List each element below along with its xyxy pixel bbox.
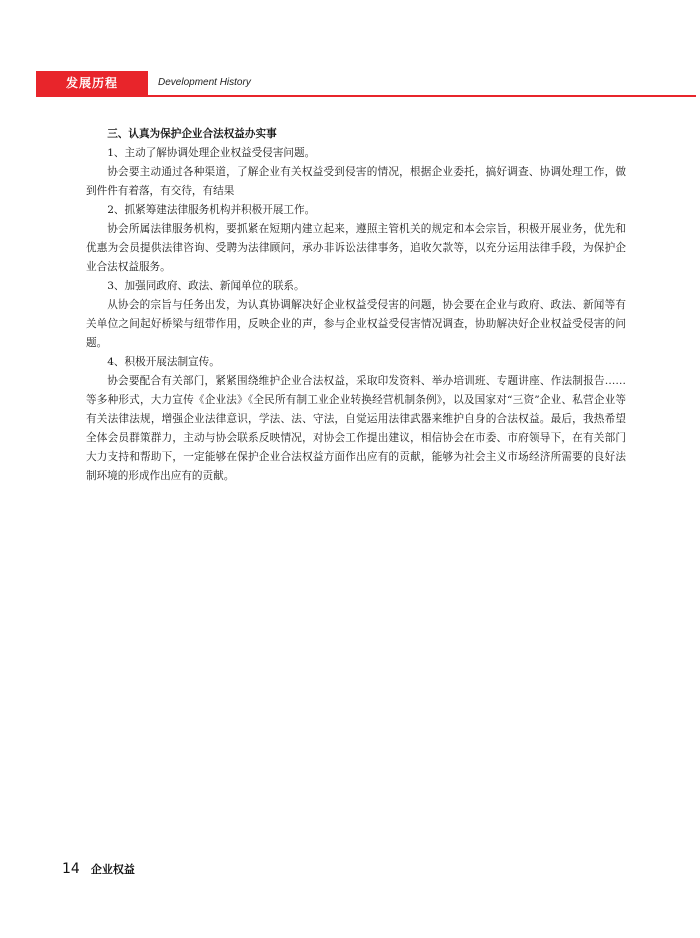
paragraph-3: 从协会的宗旨与任务出发，为认真协调解决好企业权益受侵害的问题，协会要在企业与政府、政法、新闻等有关单位之间起好桥梁与纽带作用，反映企业的声，参与企业权益受侵害情况调查，协助解决好企业权益受侵害的问题。 [86, 299, 626, 349]
section-heading: 三、认真为保护企业合法权益办实事 [107, 128, 277, 140]
section-title-cn: 发展历程 [36, 71, 148, 95]
publication-name: 企业权益 [90, 863, 135, 876]
paragraph-1: 协会要主动通过各种渠道，了解企业有关权益受到侵害的情况，根据企业委托，搞好调查、协调处理工作，做到件件有着落，有交待，有结果 [86, 166, 626, 197]
paragraph-4: 协会要配合有关部门，紧紧围绕维护企业合法权益，采取印发资料、举办培训班、专题讲座、作法制报告……等多种形式，大力宣传《企业法》《全民所有制工业企业转换经营机制条例》，以及国家对“三资”企业、私营企业等有关法律法规，增强企业法律意识，学法、法、守法，自觉运用法律武器来维护自身的合法权益。最后，我热希望全体会员群策群力，主动与协会联系反映情况，对协会工作提出建议，相信协会在市委、市府领导下，在有关部门大力支持和帮助下，一定能够在保护企业合法权益方面作出应有的贡献，能够为社会主义市场经济所需要的良好法制环境的形成作出应有的贡献。 [86, 375, 626, 482]
page-footer [62, 858, 135, 878]
subheading-1: 1、主动了解协调处理企业权益受侵害问题。 [107, 147, 316, 159]
paragraph-2: 协会所属法律服务机构，要抓紧在短期内建立起来，遵照主管机关的规定和本会宗旨，积极开展业务，优先和优惠为会员提供法律咨询、受聘为法律顾问，承办非诉讼法律事务，追收欠款等，以充分运用法律手段，为保护企业合法权益服务。 [86, 223, 626, 273]
subheading-3: 3、加强同政府、政法、新闻单位的联系。 [107, 280, 305, 292]
subheading-4: 4、积极开展法制宣传。 [107, 356, 220, 368]
section-title-en: Development History [158, 77, 251, 88]
section-header [36, 71, 696, 97]
page-number: 14 [62, 861, 80, 877]
subheading-2: 2、抓紧筹建法律服务机构并积极开展工作。 [107, 204, 316, 216]
article-body [86, 125, 626, 486]
